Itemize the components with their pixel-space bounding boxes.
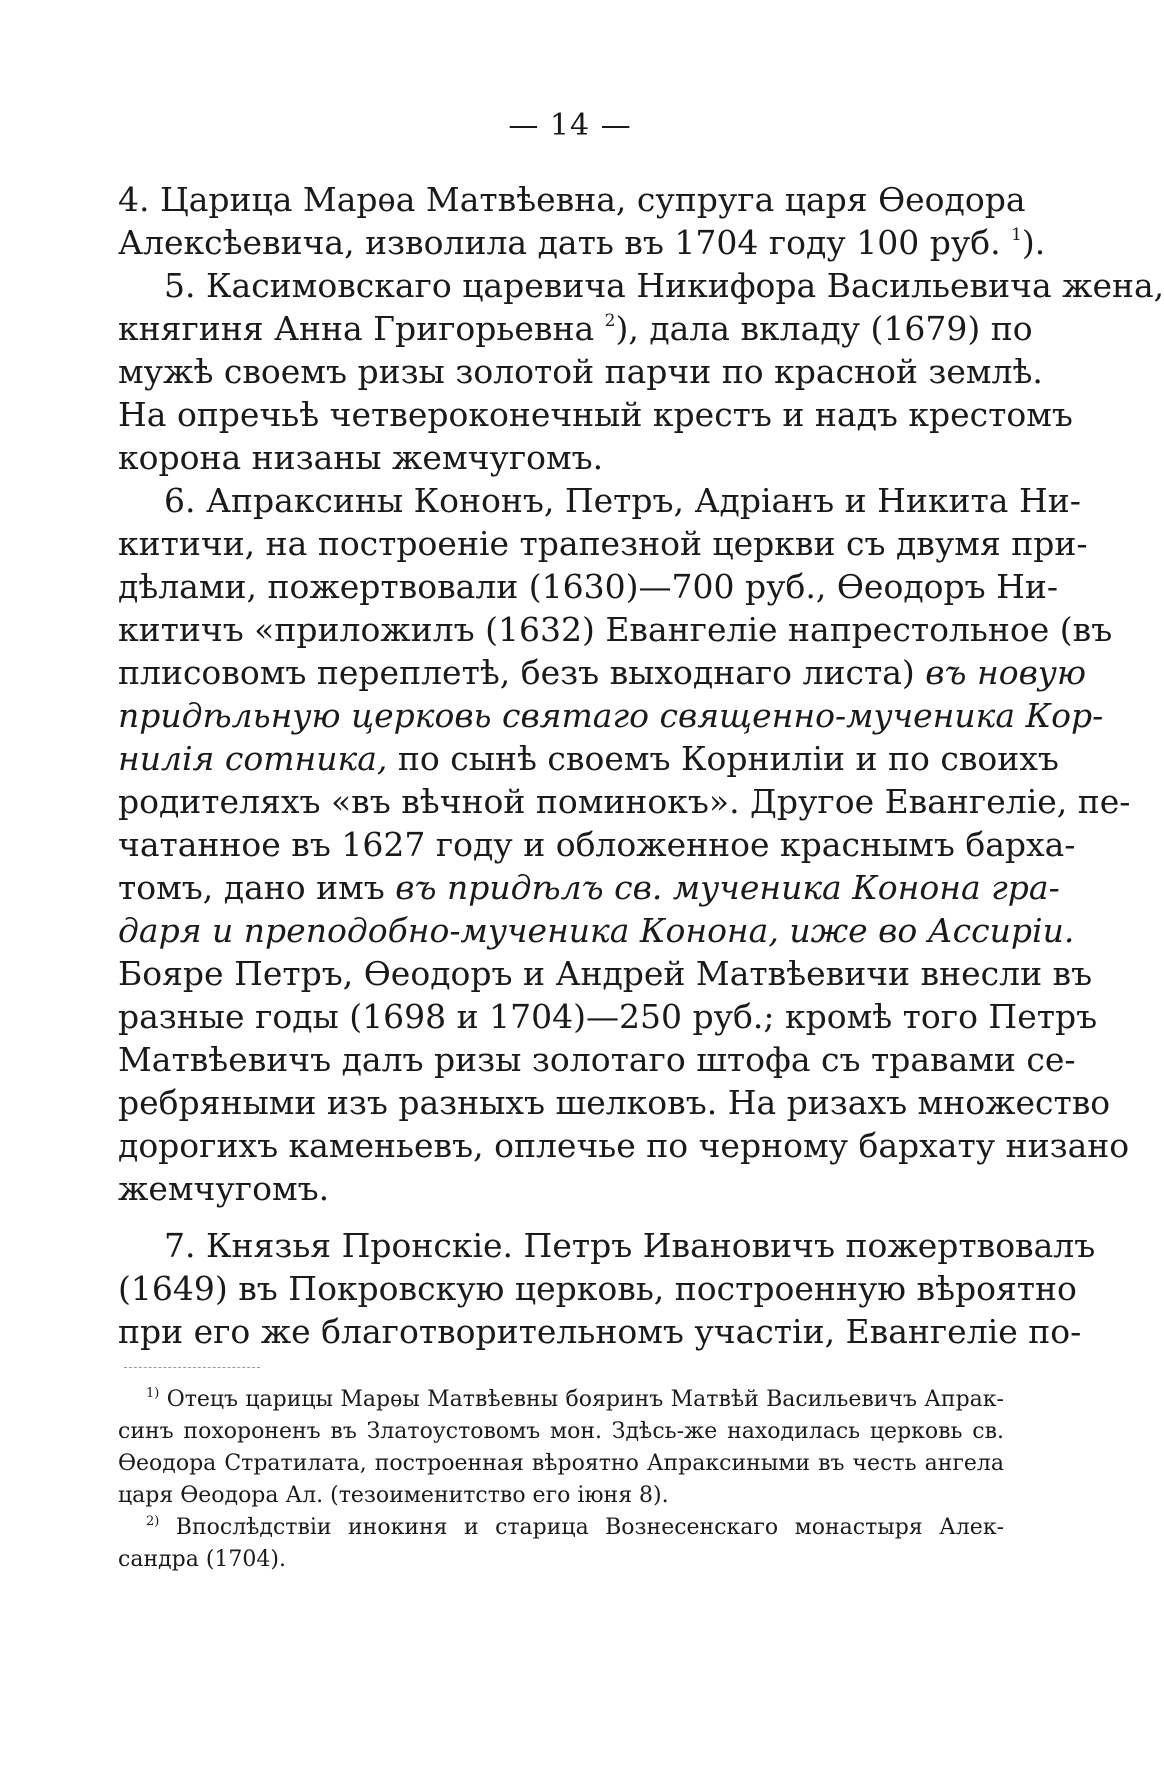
- text-line-head: Алексѣевича, изволила дать въ 1704 году 100 руб.: [118, 223, 1001, 262]
- text-line: Бояре Петръ, Ѳеодоръ и Андрей Матвѣевичи внесли въ: [118, 954, 1093, 993]
- italic-dedication: даря и преподобно-мученика Конона, иже во Ассиріи.: [118, 911, 1075, 950]
- text-line: 6. Апраксины Кононъ, Петръ, Адріанъ и Никита Ни-: [164, 481, 1081, 520]
- text-line: разные годы (1698 и 1704)—250 руб.; кромѣ того Петръ: [118, 997, 1098, 1036]
- footnote-line: [118, 1384, 1004, 1416]
- text-line-head: княгиня Анна Григорьевна: [118, 309, 595, 348]
- text-line: китичи, на построеніе трапезной церкви съ двумя при-: [118, 524, 1088, 563]
- text-line: Матвѣевичъ далъ ризы золотаго штофа съ травами се-: [118, 1040, 1076, 1079]
- text-line: [118, 651, 1086, 694]
- text-line: 7. Князья Пронскіе. Петръ Ивановичъ пожертвовалъ: [164, 1226, 1096, 1265]
- footnote-ref-2[interactable]: 2: [604, 311, 616, 331]
- text-line-head: плисовомъ переплетѣ, безъ выходнаго листа): [118, 653, 915, 692]
- text-line: 5. Касимовскаго царевича Никифора Васильевича жена,: [164, 266, 1164, 305]
- footnote-line: сандра (1704).: [118, 1547, 286, 1572]
- text-line: 4. Царица Марѳа Матвѣевна, супруга царя Ѳеодора: [118, 180, 1026, 219]
- footnote-divider: [124, 1367, 260, 1368]
- text-line: ребряными изъ разныхъ шелковъ. На ризахъ множество: [118, 1083, 1111, 1122]
- text-line: чатанное въ 1627 году и обложенное краснымъ барха-: [118, 825, 1076, 864]
- text-line: дорогихъ каменьевъ, оплечье по черному бархату низано: [118, 1126, 1130, 1165]
- text-line: [118, 866, 1060, 909]
- text-line: дѣлами, пожертвовали (1630)—700 руб., Ѳеодоръ Ни-: [118, 567, 1059, 606]
- footnote-ref-1[interactable]: 1: [1011, 225, 1022, 245]
- footnote-text: Впослѣдствіи инокиня и старица Вознесенскаго монастыря Алек-: [175, 1515, 1005, 1540]
- text-line: [118, 221, 1046, 264]
- text-line: [118, 307, 1033, 350]
- italic-dedication: въ придѣлъ св. мученика Конона гра-: [395, 868, 1060, 907]
- main-text: [118, 178, 1164, 1353]
- footnotes: [118, 1384, 1004, 1576]
- footnote-line: царя Ѳеодора Ал. (тезоименитство его іюня 8).: [118, 1483, 669, 1508]
- footnote-line: синъ похороненъ въ Златоустовомъ мон. Здѣсь-же находилась церковь св.: [118, 1419, 1004, 1444]
- italic-dedication: нилія сотника,: [118, 739, 388, 778]
- text-line: корона низаны жемчугомъ.: [118, 438, 604, 477]
- footnote-mark: 2): [146, 1514, 160, 1529]
- text-line: (1649) въ Покровскую церковь, построенную вѣроятно: [118, 1269, 1077, 1308]
- page-number: — 14 —: [508, 108, 632, 143]
- text-line: родителяхъ «въ вѣчной поминокъ». Другое Евангеліе, пе-: [118, 782, 1131, 821]
- text-line: при его же благотворительномъ участіи, Евангеліе по-: [118, 1312, 1082, 1351]
- footnote-mark: 1): [146, 1386, 160, 1401]
- text-line: китичъ «приложилъ (1632) Евангеліе напрестольное (въ: [118, 610, 1113, 649]
- text-line: [118, 737, 1059, 780]
- text-line-tail: ).: [1021, 223, 1046, 262]
- text-line: жемчугомъ.: [118, 1169, 330, 1208]
- footnote-line: Ѳеодора Стратилата, построенная вѣроятно Апраксиными въ честь ангела: [118, 1451, 1004, 1476]
- italic-dedication: придѣльную церковь святаго священно-мученика Кор-: [118, 696, 1104, 735]
- text-line: мужѣ своемъ ризы золотой парчи по красной землѣ.: [118, 352, 1043, 391]
- text-line-tail: по сынѣ своемъ Корниліи и по своихъ: [397, 739, 1059, 778]
- text-line-tail: ), дала вкладу (1679) по: [615, 309, 1033, 348]
- text-line: На опречьѣ четвероконечный крестъ и надъ крестомъ: [118, 395, 1073, 434]
- text-line-head: томъ, дано имъ: [118, 868, 385, 907]
- footnote-text: Отецъ царицы Марѳы Матвѣевны бояринъ Матвѣй Васильевичъ Апрак-: [166, 1387, 1004, 1412]
- footnote-line: [118, 1512, 1004, 1544]
- italic-dedication: въ новую: [925, 653, 1086, 692]
